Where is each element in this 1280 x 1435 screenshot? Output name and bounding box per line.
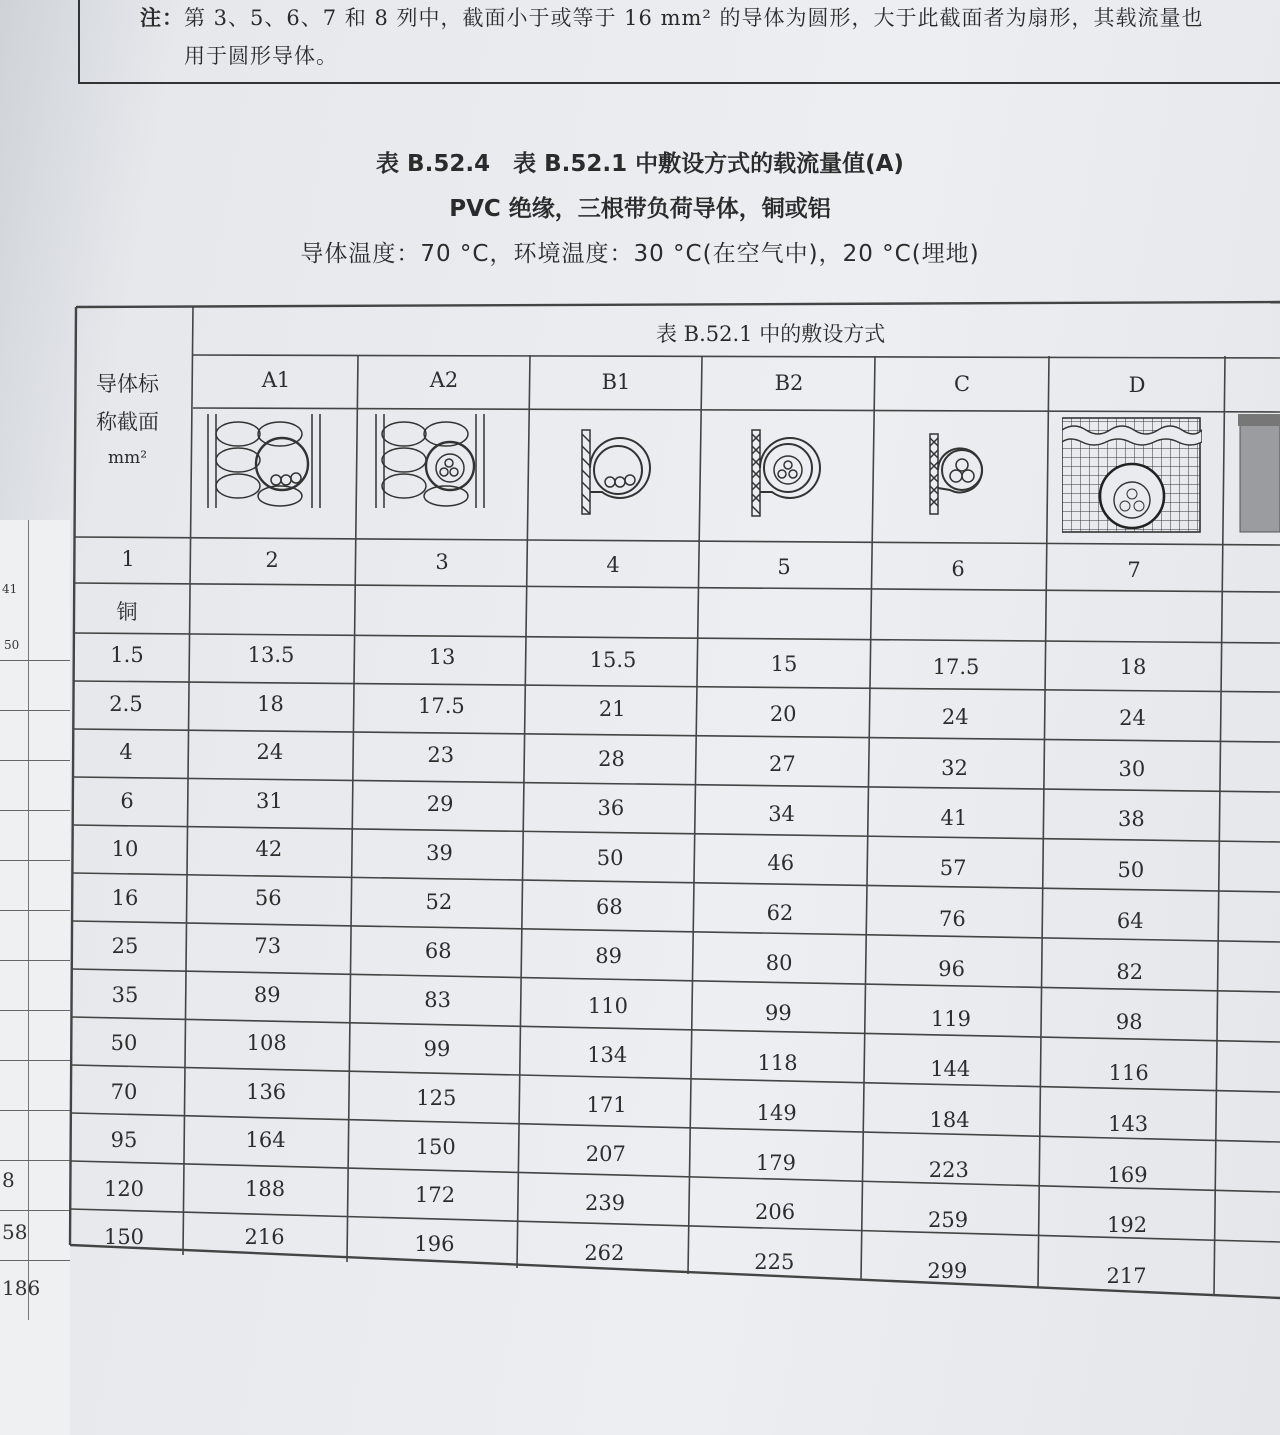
table-cell: 196 xyxy=(414,1232,455,1257)
table-cell: 15.5 xyxy=(589,648,637,672)
method-header-b1: B1 xyxy=(601,370,631,394)
row-size: 2.5 xyxy=(109,691,143,716)
row-size: 150 xyxy=(103,1225,145,1249)
table-cell: 89 xyxy=(253,982,281,1007)
row-size: 4 xyxy=(119,740,133,764)
row-header-line1: 导体标 xyxy=(96,372,159,396)
row-size: 1.5 xyxy=(110,643,144,667)
table-cell: 18 xyxy=(1119,655,1147,679)
table-cell: 192 xyxy=(1107,1213,1148,1238)
column-number: 6 xyxy=(951,557,965,581)
table-cell: 68 xyxy=(596,895,623,919)
table-cell: 46 xyxy=(767,851,795,876)
method-b1-icon xyxy=(574,420,664,520)
table-cell: 98 xyxy=(1115,1010,1143,1035)
table-cell: 125 xyxy=(416,1085,457,1110)
method-header-a2: A2 xyxy=(429,368,459,392)
table-cell: 110 xyxy=(587,993,628,1018)
table-cell: 188 xyxy=(245,1176,286,1201)
table-cell: 259 xyxy=(928,1208,969,1233)
method-header-a1: A1 xyxy=(261,368,291,392)
table-cell: 57 xyxy=(939,856,967,881)
column-number: 4 xyxy=(606,553,620,577)
table-cell: 207 xyxy=(585,1142,626,1166)
material-label: 铜 xyxy=(116,600,138,624)
row-size: 70 xyxy=(110,1079,138,1104)
table-cell: 225 xyxy=(754,1250,795,1275)
note-line1: 第 3、5、6、7 和 8 列中，截面小于或等于 16 mm² 的导体为圆形，大于此截面者为扇形，其载流量也 xyxy=(184,6,1204,30)
column-number: 1 xyxy=(121,547,135,571)
column-number: 7 xyxy=(1127,558,1141,582)
method-b2-icon xyxy=(744,420,834,520)
table-cell: 42 xyxy=(255,837,283,861)
note-label: 注： xyxy=(140,6,184,30)
table-cell: 32 xyxy=(941,755,968,780)
row-header-line2: 称截面 xyxy=(96,410,159,434)
table-cell: 13.5 xyxy=(247,643,295,667)
method-a2-icon xyxy=(368,412,498,512)
table-cell: 34 xyxy=(768,801,795,826)
table-cell: 18 xyxy=(257,691,284,716)
table-cell: 56 xyxy=(254,885,282,910)
table-cell: 41 xyxy=(940,805,968,830)
table-cell: 50 xyxy=(1117,858,1145,882)
table-cell: 29 xyxy=(426,791,454,816)
table-cell: 149 xyxy=(756,1100,797,1125)
row-size: 10 xyxy=(111,837,139,861)
table-cell: 64 xyxy=(1116,908,1144,933)
table-title: 表 B.52.4 表 B.52.1 中敷设方式的载流量值(A) xyxy=(376,151,904,177)
table-cell: 38 xyxy=(1118,807,1145,832)
table-cell: 30 xyxy=(1118,756,1146,781)
table-cell: 299 xyxy=(927,1258,968,1283)
table-cell: 99 xyxy=(764,1000,792,1025)
row-header-unit: mm² xyxy=(108,448,148,468)
table-cell: 50 xyxy=(596,845,624,870)
method-header-b2: B2 xyxy=(774,371,804,395)
table-cell: 150 xyxy=(415,1134,456,1159)
table-cell: 82 xyxy=(1116,959,1144,984)
table-cell: 62 xyxy=(766,901,794,926)
table-cell: 216 xyxy=(244,1225,285,1249)
table-cell: 108 xyxy=(246,1031,287,1055)
table-cell: 164 xyxy=(245,1128,286,1152)
table-cell: 24 xyxy=(256,740,284,764)
table-cell: 23 xyxy=(427,742,455,767)
table-cell: 17.5 xyxy=(932,655,980,679)
table-cell: 217 xyxy=(1106,1264,1147,1288)
table-cell: 83 xyxy=(424,987,451,1012)
group-header: 表 B.52.1 中的敷设方式 xyxy=(656,322,886,346)
table-cell: 144 xyxy=(930,1057,971,1082)
underlying-fragment: 8 xyxy=(2,1168,15,1192)
table-cell: 239 xyxy=(585,1191,626,1216)
table-cell: 17.5 xyxy=(417,693,465,718)
table-cell: 179 xyxy=(755,1150,796,1175)
table-cell: 36 xyxy=(597,796,625,821)
row-size: 16 xyxy=(111,885,139,910)
table-cell: 172 xyxy=(415,1183,456,1208)
table-cell: 136 xyxy=(246,1079,287,1104)
column-number: 2 xyxy=(265,548,279,572)
table-cell: 118 xyxy=(757,1050,798,1075)
method-d-icon xyxy=(1062,412,1202,536)
table-cell: 39 xyxy=(426,840,453,865)
row-size: 25 xyxy=(111,934,139,958)
table-subtitle: PVC 绝缘，三根带负荷导体，铜或铝 xyxy=(449,196,831,222)
column-number: 5 xyxy=(777,555,791,579)
table-cell: 73 xyxy=(254,934,282,958)
table-cell: 15 xyxy=(770,652,798,676)
table-cell: 99 xyxy=(423,1036,451,1061)
table-cell: 206 xyxy=(755,1200,796,1225)
table-cell: 24 xyxy=(1119,705,1146,730)
row-size: 120 xyxy=(103,1176,145,1201)
column-number: 3 xyxy=(435,550,449,574)
table-cell: 119 xyxy=(930,1007,971,1032)
method-header-c: C xyxy=(953,372,971,396)
row-size: 6 xyxy=(120,788,134,813)
table-cell: 31 xyxy=(256,788,283,813)
table-cell: 21 xyxy=(598,697,626,722)
table-cell: 27 xyxy=(769,751,796,776)
method-next-icon-partial xyxy=(1238,414,1280,534)
row-size: 35 xyxy=(111,982,139,1007)
table-cell: 169 xyxy=(1107,1162,1148,1187)
method-header-d: D xyxy=(1128,373,1146,397)
table-cell: 13 xyxy=(428,645,456,669)
table-cell: 80 xyxy=(765,951,793,976)
note-text xyxy=(140,2,1204,32)
table-cell: 24 xyxy=(941,705,969,730)
method-c-icon xyxy=(924,428,1004,518)
table-cell: 20 xyxy=(769,701,797,726)
row-size: 50 xyxy=(110,1031,138,1055)
table-cell: 171 xyxy=(586,1092,627,1117)
table-cell: 134 xyxy=(587,1043,628,1068)
row-size: 95 xyxy=(110,1128,138,1152)
table-cell: 262 xyxy=(584,1240,625,1265)
underlying-page-edge xyxy=(0,520,70,1435)
underlying-fragment: 50 xyxy=(4,638,20,652)
table-cell: 89 xyxy=(595,944,623,969)
table-cell: 52 xyxy=(425,889,453,914)
table-cell: 143 xyxy=(1108,1111,1149,1136)
table-conditions: 导体温度：70 °C，环境温度：30 °C(在空气中)，20 °C(埋地) xyxy=(300,241,980,267)
note-line2: 用于圆形导体。 xyxy=(184,44,338,68)
table-cell: 184 xyxy=(929,1107,970,1132)
table-cell: 76 xyxy=(939,906,966,931)
method-a1-icon xyxy=(200,412,330,512)
table-cell: 96 xyxy=(938,956,966,981)
table-cell: 68 xyxy=(424,938,452,963)
underlying-fragment: 186 xyxy=(2,1276,41,1300)
underlying-fragment: 41 xyxy=(2,582,18,596)
table-cell: 223 xyxy=(928,1158,969,1182)
table-cell: 28 xyxy=(598,746,625,771)
table-cell: 116 xyxy=(1108,1061,1149,1085)
underlying-fragment: 58 xyxy=(2,1220,28,1244)
